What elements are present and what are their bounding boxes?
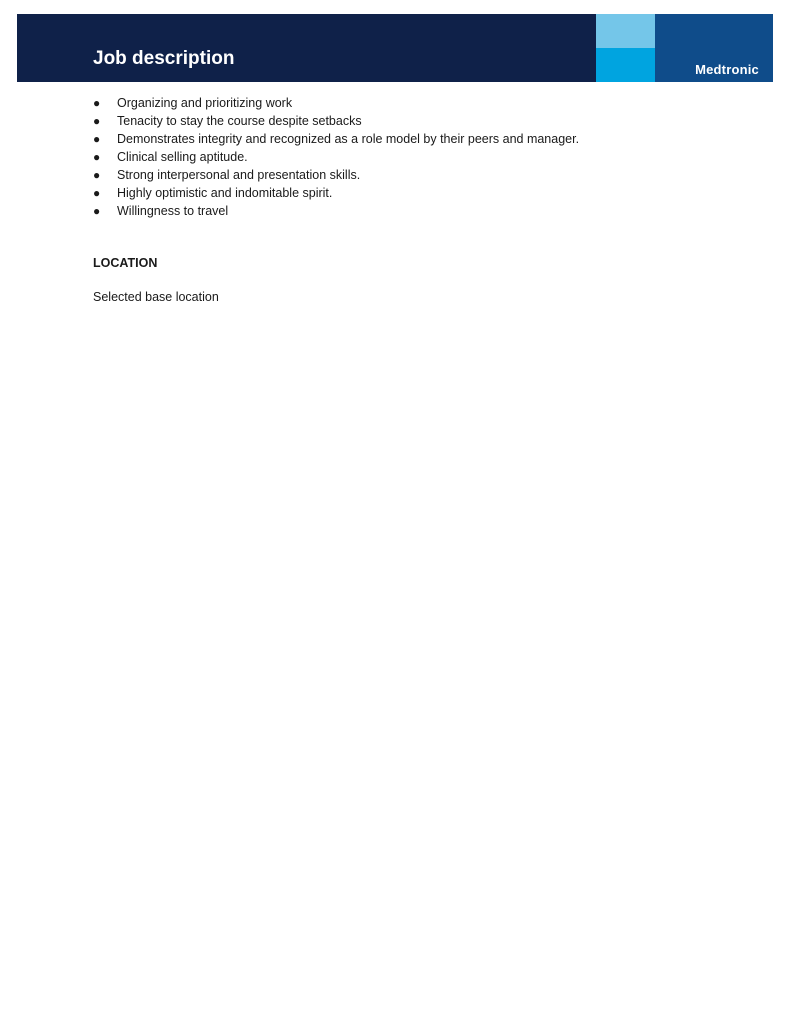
header-banner <box>17 14 773 82</box>
list-item <box>93 148 579 166</box>
location-heading: LOCATION <box>93 256 158 270</box>
page-title: Job description <box>93 48 235 69</box>
bullet-icon: ● <box>93 186 101 200</box>
list-item <box>93 130 579 148</box>
list-item-text: Demonstrates integrity and recognized as a role model by their peers and manager. <box>117 132 580 146</box>
medtronic-logo: Medtronic <box>695 62 759 77</box>
bullet-icon: ● <box>93 204 101 218</box>
brand-block-mid <box>596 48 655 82</box>
list-item <box>93 112 579 130</box>
brand-block-dark <box>655 14 773 82</box>
requirements-list <box>93 94 579 220</box>
list-item <box>93 166 579 184</box>
list-item-text: Willingness to travel <box>117 204 229 218</box>
list-item-text: Tenacity to stay the course despite setbacks <box>117 114 362 128</box>
list-item-text: Clinical selling aptitude. <box>117 150 248 164</box>
location-text: Selected base location <box>93 290 219 304</box>
brand-block-light <box>596 14 655 48</box>
bullet-icon: ● <box>93 96 101 110</box>
list-item <box>93 184 579 202</box>
list-item-text: Highly optimistic and indomitable spirit. <box>117 186 333 200</box>
list-item-text: Organizing and prioritizing work <box>117 96 293 110</box>
bullet-icon: ● <box>93 132 101 146</box>
list-item-text: Strong interpersonal and presentation skills. <box>117 168 361 182</box>
bullet-icon: ● <box>93 150 101 164</box>
bullet-icon: ● <box>93 114 101 128</box>
list-item <box>93 202 579 220</box>
list-item <box>93 94 579 112</box>
bullet-icon: ● <box>93 168 101 182</box>
